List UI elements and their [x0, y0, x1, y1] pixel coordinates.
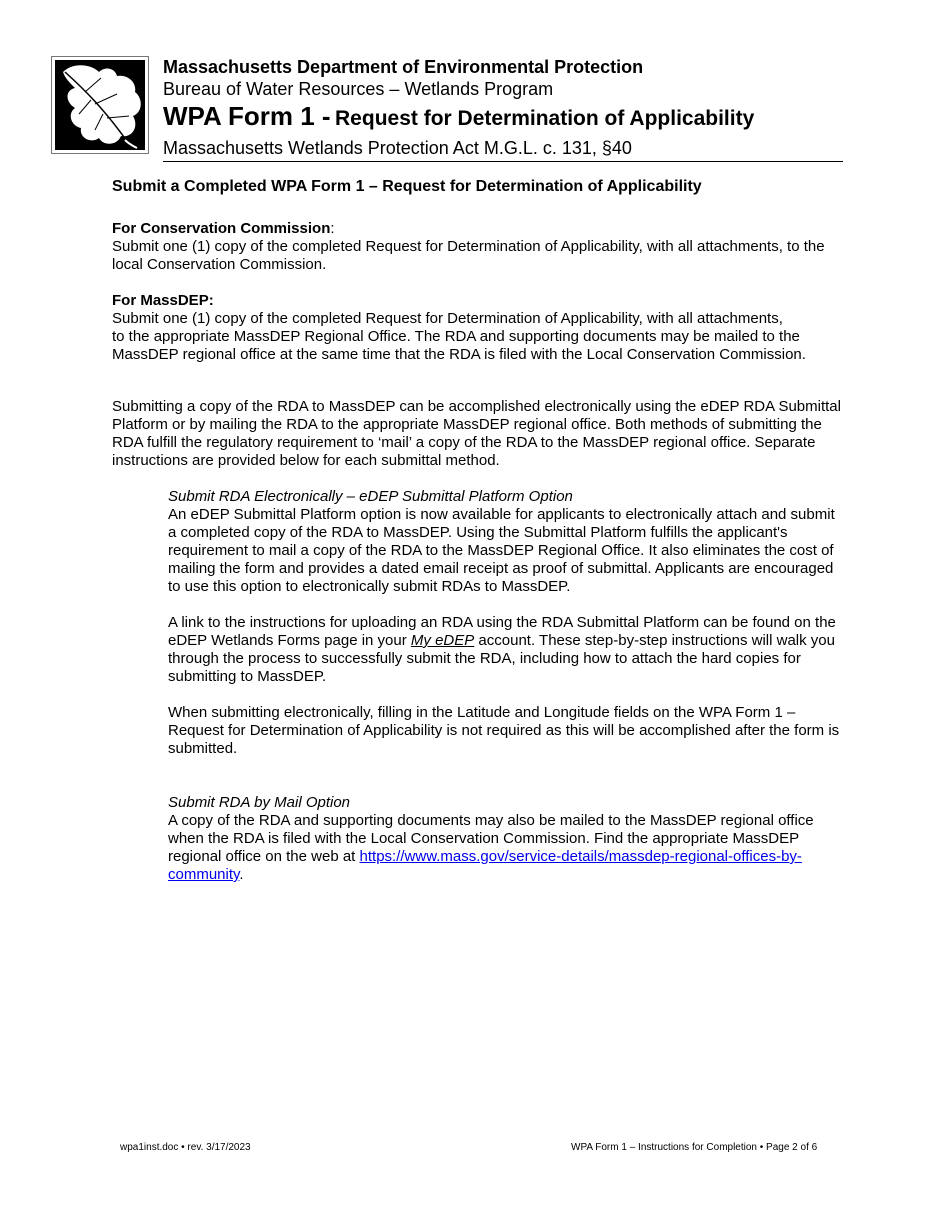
form-name: WPA Form 1 -: [163, 101, 331, 131]
regional-offices-link[interactable]: https://www.mass.gov/service-details/massdep-regional-offices-by-community: [168, 848, 802, 883]
electronic-para2-rest: account. These step-by-step instructions will walk you through the process to successfully submit the RDA, including how to attach the hard copies for submitting to MassDEP.: [168, 632, 835, 685]
massdep-line2: to the appropriate MassDEP Regional Office. The RDA and supporting documents may be mailed to the: [112, 328, 800, 345]
conservation-label: For Conservation Commission: [112, 220, 331, 237]
electronic-para3: When submitting electronically, filling in the Latitude and Longitude fields on the WPA Form 1 – Request for Determination of Applicability is not required as this will be accomplished after the form is submitted.: [168, 704, 840, 757]
my-edep-link[interactable]: My eDEP: [410, 632, 475, 649]
mail-title: Submit RDA by Mail Option: [168, 794, 351, 811]
electronic-para2-text: A link to the instructions for uploading an RDA using the RDA Submittal Platform can be found on the eDEP Wetlands Forms page in your: [168, 614, 836, 649]
intro-paragraph: Submitting a copy of the RDA to MassDEP can be accomplished electronically using the eDEP RDA Submittal Platform or by mailing the RDA to the appropriate MassDEP regional office. Both methods of submitting the RDA fulfill the regulatory requirement to ‘mail’ a copy of the RDA to the MassDEP regional office. Separate instructions are provided below for each submittal method.: [112, 398, 841, 469]
page-title: Submit a Completed WPA Form 1 – Request for Determination of Applicability: [112, 178, 702, 195]
act-citation: Massachusetts Wetlands Protection Act M.G.L. c. 131, §40: [163, 137, 843, 162]
massdep-label: For MassDEP:: [112, 292, 214, 309]
agency-logo: [51, 56, 149, 154]
conservation-section: [112, 220, 842, 274]
oak-leaf-icon: [55, 60, 145, 150]
conservation-colon: :: [330, 220, 335, 237]
massdep-line1: Submit one (1) copy of the completed Request for Determination of Applicability, with all attachments,: [112, 310, 783, 327]
electronic-title: Submit RDA Electronically – eDEP Submittal Platform Option: [168, 488, 573, 505]
electronic-para2: [168, 614, 842, 686]
mail-text-end: .: [239, 866, 244, 883]
instructions-body: [112, 176, 842, 884]
conservation-text: Submit one (1) copy of the completed Request for Determination of Applicability, with all attachments, to the local Conservation Commission.: [112, 238, 825, 273]
form-title: [163, 100, 843, 137]
form-header: [163, 56, 843, 162]
massdep-line3: MassDEP regional office at the same time that the RDA is filed with the Local Conservation Commission.: [112, 346, 806, 363]
electronic-section: [168, 488, 842, 758]
mail-section: [168, 794, 842, 884]
electronic-para1: An eDEP Submittal Platform option is now available for applicants to electronically attach and submit a completed copy of the RDA to MassDEP. Using the Submittal Platform fulfills the applicant's requirement to mail a copy of the RDA to the MassDEP Regional Office. It also eliminates the cost of mailing the form and provides a dated email receipt as proof of submittal. Applicants are encouraged to use this option to electronically submit RDAs to MassDEP.: [168, 506, 835, 595]
form-subtitle: Request for Determination of Applicability: [335, 107, 755, 130]
mail-text: [168, 812, 842, 884]
agency-name: Massachusetts Department of Environmental Protection: [163, 57, 644, 77]
footer-revision: wpa1inst.doc • rev. 3/17/2023: [120, 1142, 251, 1153]
footer-page-info: WPA Form 1 – Instructions for Completion • Page 2 of 6: [571, 1142, 818, 1153]
massdep-section: [112, 292, 842, 364]
bureau-name: Bureau of Water Resources – Wetlands Program: [163, 79, 554, 99]
mail-text-body: A copy of the RDA and supporting documents may also be mailed to the MassDEP regional office when the RDA is filed with the Local Conservation Commission. Find the appropriate MassDEP regional office on the web at: [168, 812, 814, 865]
